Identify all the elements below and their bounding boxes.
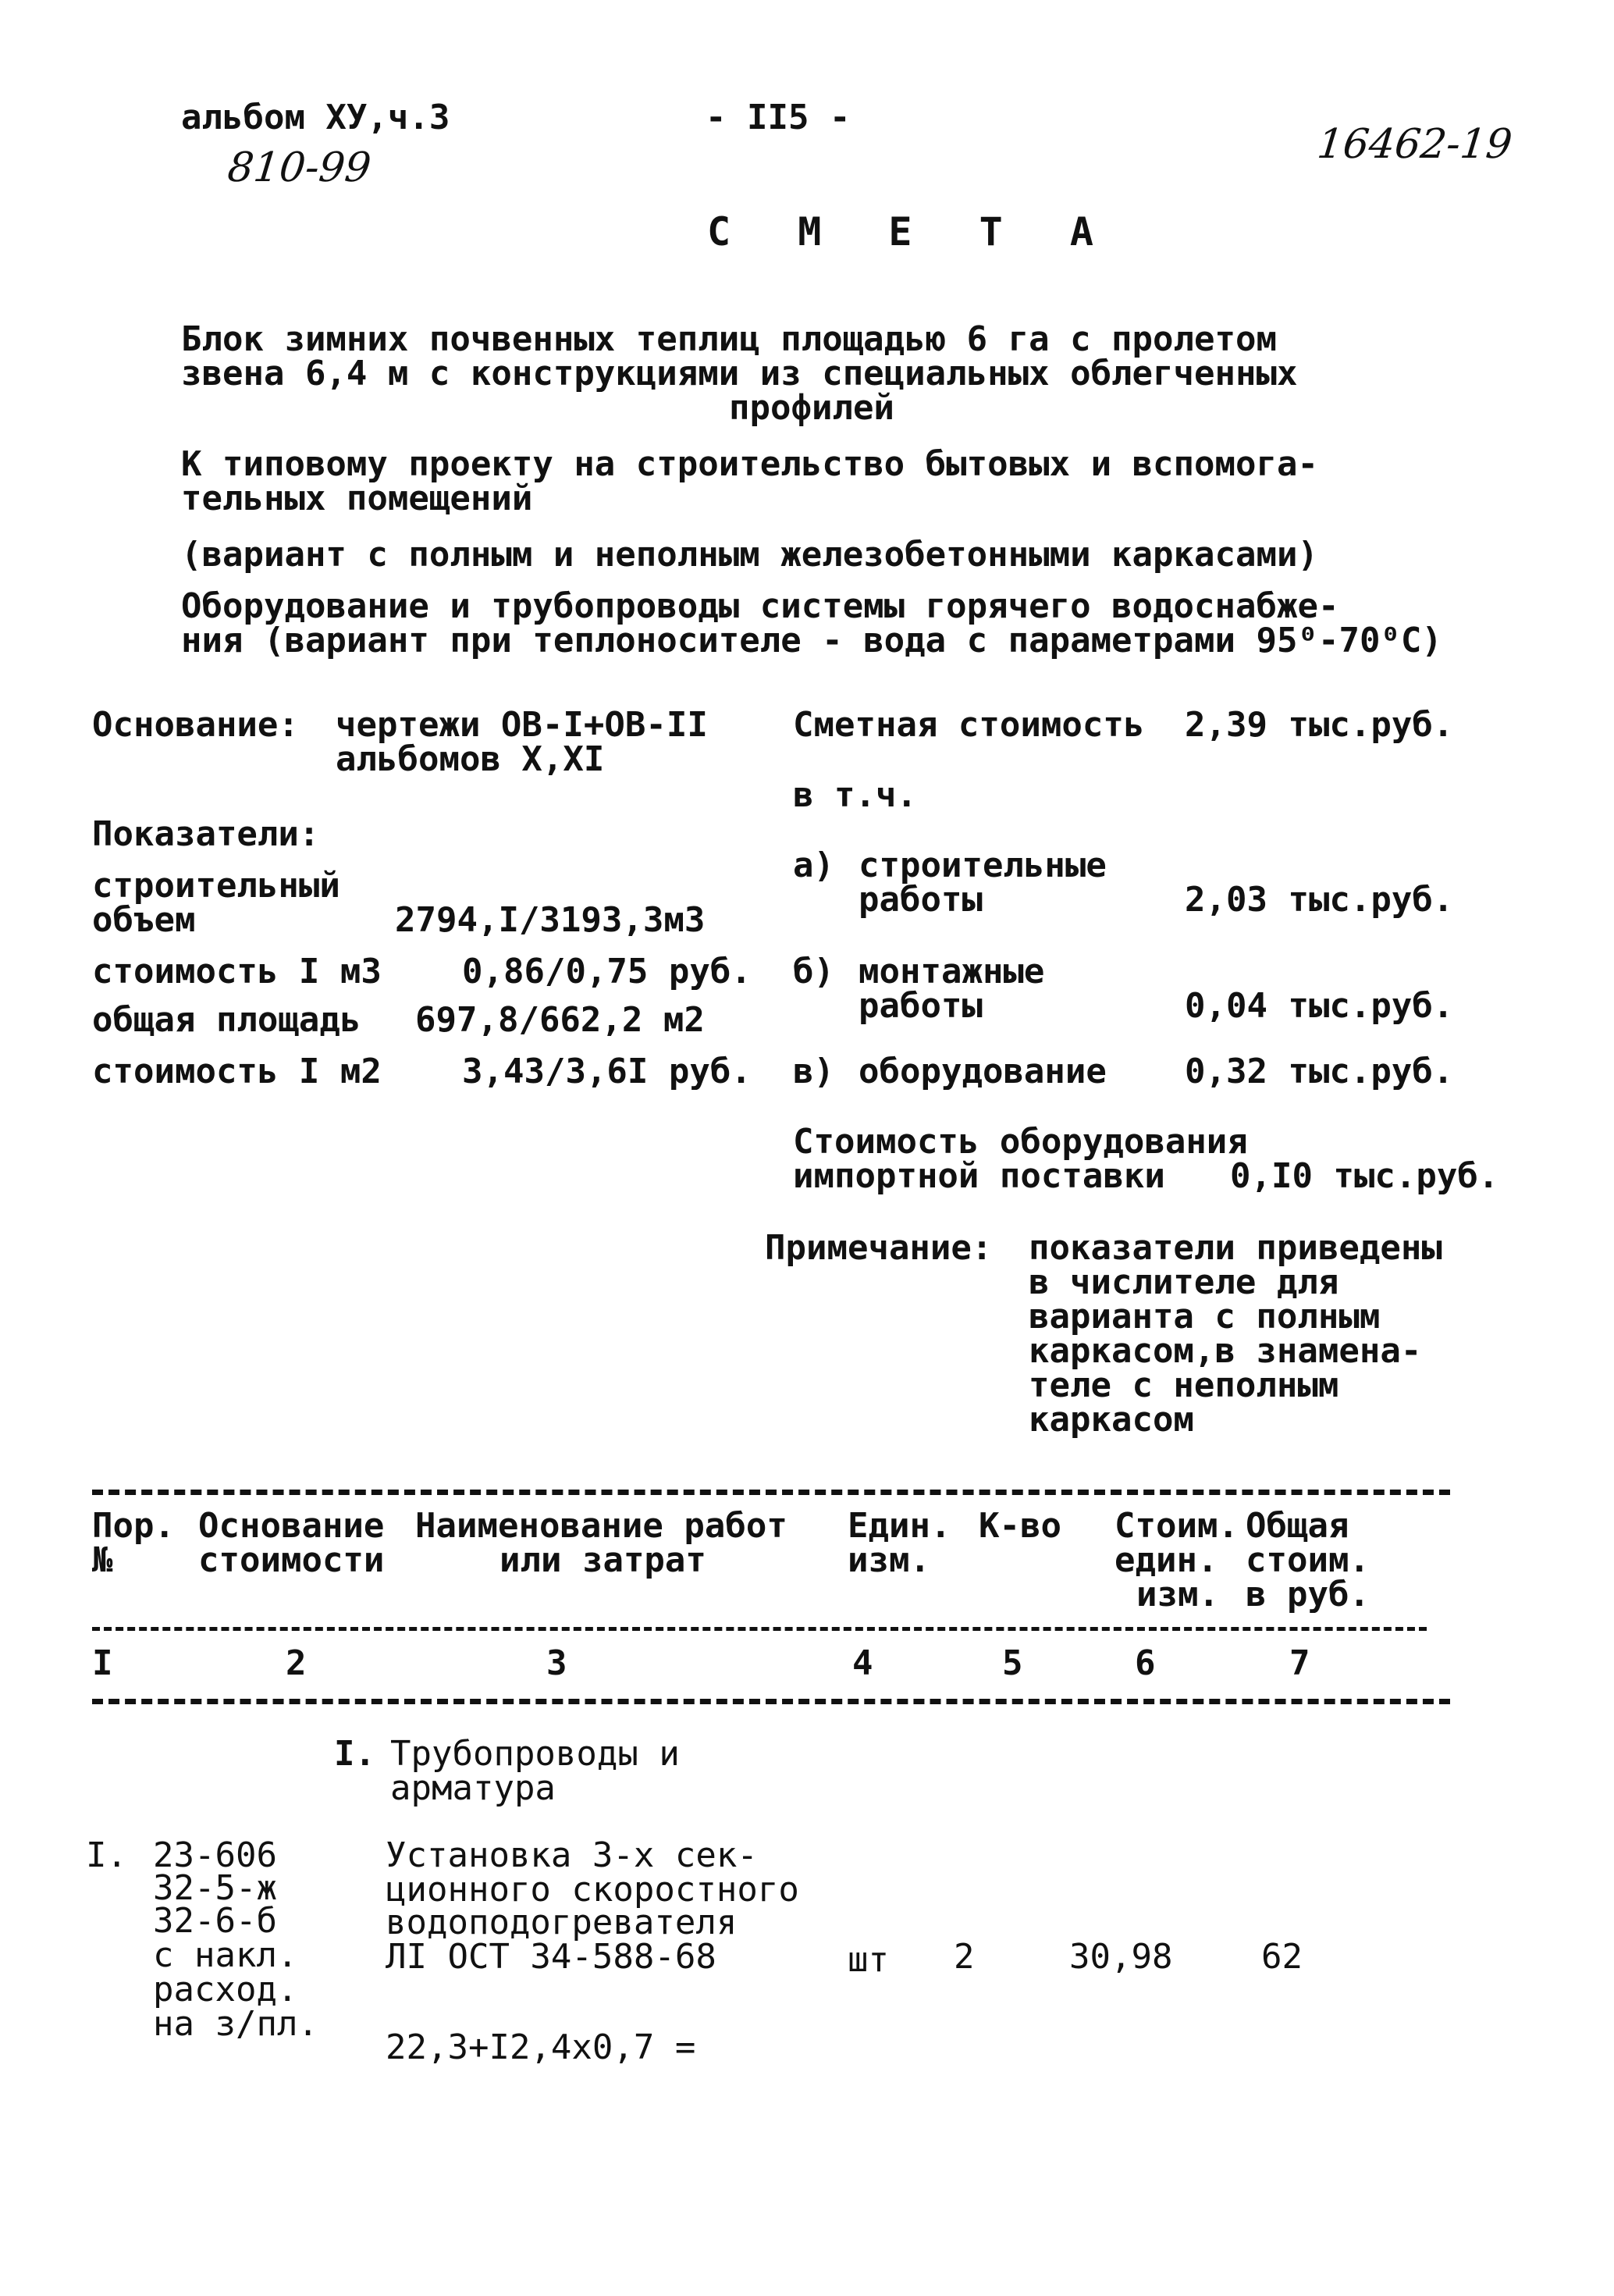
note-line-5: теле с неполным <box>1029 1365 1339 1405</box>
row-basis-5: расход. <box>153 1970 298 2009</box>
description-line-4: К типовому проекту на строительство бытовых и вспомога- <box>181 444 1318 484</box>
row-total: 62 <box>1261 1937 1303 1977</box>
section-number: I. <box>334 1734 375 1774</box>
item-a-label-2: работы <box>859 880 983 920</box>
import-value: 0,I0 тыс.руб. <box>1230 1156 1499 1196</box>
item-c-value: 0,32 тыс.руб. <box>1185 1052 1454 1091</box>
col3-header-2: или затрат <box>499 1540 706 1580</box>
item-c-label: оборудование <box>859 1052 1107 1091</box>
col-number-5: 5 <box>1002 1643 1023 1683</box>
table-numbers-rule <box>92 1699 1450 1704</box>
area-value: 697,8/662,2 м2 <box>415 1000 705 1040</box>
row-unit-cost: 30,98 <box>1069 1937 1173 1977</box>
col-number-7: 7 <box>1289 1643 1310 1683</box>
col6-header-3: изм. <box>1136 1575 1219 1614</box>
col7-header-2: стоим. <box>1246 1540 1370 1580</box>
cost-m2-value: 3,43/3,6I руб. <box>462 1052 752 1091</box>
col5-header: К-во <box>979 1506 1061 1546</box>
item-b-label-2: работы <box>859 986 983 1026</box>
description-line-5: тельных помещений <box>181 479 533 518</box>
cost-m3-label: стоимость I м3 <box>92 952 382 991</box>
note-line-6: каркасом <box>1029 1400 1194 1440</box>
note-line-4: каркасом,в знамена- <box>1029 1331 1422 1371</box>
table-header-rule <box>92 1627 1427 1631</box>
volume-label-2: объем <box>92 900 196 940</box>
row-basis-4: с накл. <box>153 1935 298 1975</box>
basis-value-2: альбомов X,XI <box>336 739 605 779</box>
estimate-value: 2,39 тыс.руб. <box>1185 705 1454 745</box>
col1-header-2: № <box>92 1540 113 1580</box>
col4-header-2: изм. <box>848 1540 930 1580</box>
import-label-1: Стоимость оборудования <box>793 1122 1248 1162</box>
volume-value: 2794,I/3193,3м3 <box>395 900 706 940</box>
row-unit: шт <box>848 1940 889 1980</box>
item-a-marker: а) <box>793 845 834 885</box>
col3-header-1: Наименование работ <box>415 1506 787 1546</box>
row-basis-6: на з/пл. <box>153 2004 318 2044</box>
description-line-7: Оборудование и трубопроводы системы горячего водоснабже- <box>181 586 1339 626</box>
section-title-1: Трубопроводы и <box>390 1734 680 1774</box>
note-line-3: варианта с полным <box>1029 1297 1381 1337</box>
indicators-label: Показатели: <box>92 814 320 854</box>
col-number-1: I <box>92 1643 113 1683</box>
row-basis-1: 23-606 <box>153 1835 277 1875</box>
col6-header-1: Стоим. <box>1115 1506 1239 1546</box>
description-line-3: профилей <box>729 388 894 428</box>
handwritten-reference: 16462-19 <box>1314 121 1515 168</box>
note-line-2: в числителе для <box>1029 1262 1339 1302</box>
estimate-label: Сметная стоимость <box>793 705 1145 745</box>
col7-header-3: в руб. <box>1246 1575 1370 1614</box>
col1-header-1: Пор. <box>92 1506 175 1546</box>
description-line-1: Блок зимних почвенных теплиц площадью 6 га с пролетом <box>181 319 1277 359</box>
note-line-1: показатели приведены <box>1029 1228 1442 1268</box>
row-name-4: ЛI ОСТ 34-588-68 <box>386 1937 716 1977</box>
col-number-4: 4 <box>852 1643 873 1683</box>
item-b-value: 0,04 тыс.руб. <box>1185 986 1454 1026</box>
estimate-incl: в т.ч. <box>793 775 917 815</box>
cost-m3-value: 0,86/0,75 руб. <box>462 952 752 991</box>
section-title-2: арматура <box>390 1768 556 1808</box>
note-label: Примечание: <box>765 1228 993 1268</box>
col7-header-1: Общая <box>1246 1506 1349 1546</box>
volume-label-1: строительный <box>92 866 340 906</box>
item-c-marker: в) <box>793 1052 834 1091</box>
row-number: I. <box>86 1835 127 1875</box>
row-name-2: ционного скоростного <box>386 1870 799 1910</box>
cost-m2-label: стоимость I м2 <box>92 1052 382 1091</box>
row-formula: 22,3+I2,4х0,7 = <box>386 2027 696 2067</box>
item-a-label-1: строительные <box>859 845 1107 885</box>
col-number-6: 6 <box>1135 1643 1156 1683</box>
row-quantity: 2 <box>954 1937 975 1977</box>
row-basis-3: 32-6-б <box>153 1901 277 1941</box>
row-name-3: водоподогревателя <box>386 1903 738 1942</box>
col-number-2: 2 <box>286 1643 307 1683</box>
description-line-2: звена 6,4 м с конструкциями из специальных облегченных <box>181 354 1298 393</box>
col2-header-2: стоимости <box>198 1540 385 1580</box>
basis-label: Основание: <box>92 705 299 745</box>
area-label: общая площадь <box>92 1000 361 1040</box>
row-basis-2: 32-5-ж <box>153 1868 277 1908</box>
col6-header-2: един. <box>1115 1540 1218 1580</box>
import-label-2: импортной поставки <box>793 1156 1165 1196</box>
album-label: альбом ХУ,ч.3 <box>181 98 450 137</box>
item-a-value: 2,03 тыс.руб. <box>1185 880 1454 920</box>
col-number-3: 3 <box>546 1643 567 1683</box>
description-line-8: ния (вариант при теплоносителе - вода с параметрами 95⁰-70⁰С) <box>181 621 1442 660</box>
item-b-marker: б) <box>793 952 834 991</box>
handwritten-code: 810-99 <box>225 144 374 191</box>
col2-header-1: Основание <box>198 1506 385 1546</box>
description-line-6: (вариант с полным и неполным железобетонными каркасами) <box>181 535 1318 575</box>
col4-header-1: Един. <box>848 1506 951 1546</box>
item-b-label-1: монтажные <box>859 952 1045 991</box>
row-name-1: Установка 3-х сек- <box>386 1835 758 1875</box>
document-title: С М Е Т А <box>707 209 1115 255</box>
page-number: - II5 - <box>706 98 851 137</box>
table-top-rule <box>92 1490 1450 1495</box>
basis-value-1: чертежи ОВ-I+ОВ-II <box>336 705 708 745</box>
